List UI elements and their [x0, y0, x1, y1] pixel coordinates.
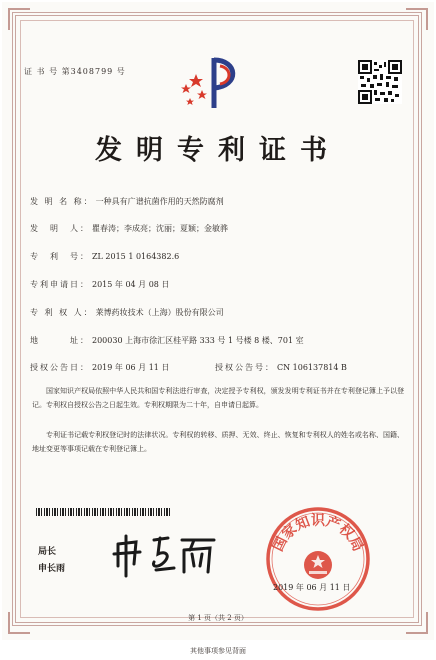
- patent-number-row: [30, 251, 179, 262]
- grant-date-value: 2019 年 06 月 11 日: [92, 363, 170, 372]
- grant-number-value: CN 106137814 B: [277, 363, 347, 372]
- inventor-value: 瞿春涛；李成亮；沈丽；夏颖；金敏骅: [92, 224, 228, 233]
- address-label: 地 址：: [30, 336, 90, 345]
- footer-note: 其他事项参见背面: [190, 647, 246, 655]
- invention-name-label: 发 明 名 称：: [30, 197, 94, 206]
- filing-date-value: 2015 年 04 月 08 日: [92, 280, 170, 289]
- corner-ornament: [8, 8, 30, 30]
- filing-date-row: [30, 279, 169, 290]
- director-title: 局长: [38, 547, 57, 557]
- seal-date: 2019 年 06 月 11 日: [273, 583, 351, 592]
- grant-number-label: 授权公告号：: [215, 363, 275, 372]
- record-paragraph: 专利证书记载专利权登记时的法律状况。专利权的转移、质押、无效、终止、恢复和专利权人的姓名或名称、国籍、地址变更等事项记载在专利登记簿上。: [32, 431, 404, 453]
- barcode-icon: [36, 508, 170, 516]
- official-seal-icon: [262, 503, 374, 615]
- grant-row: [30, 362, 410, 373]
- patentee-row: [30, 307, 224, 318]
- qr-code-icon: [358, 60, 402, 104]
- director-signature-icon: [110, 530, 220, 580]
- patent-number-value: ZL 2015 1 0164382.6: [92, 252, 180, 261]
- inventor-row: [30, 223, 228, 234]
- seal-text: 国家知识产权局: [270, 513, 366, 555]
- filing-date-label: 专利申请日：: [30, 280, 90, 289]
- grant-number-group: [215, 362, 347, 373]
- patentee-value: 莱博药妆技术（上海）股份有限公司: [95, 308, 224, 317]
- inventor-label: 发 明 人：: [30, 224, 90, 233]
- invention-name-row: [30, 196, 224, 207]
- page-indicator: 第 1 页（共 2 页）: [188, 614, 248, 622]
- svg-text:国家知识产权局: [269, 512, 366, 554]
- statement-paragraph: 国家知识产权局依照中华人民共和国专利法进行审查，决定授予专利权，颁发发明专利证书并在专利登记簿上予以登记。专利权自授权公告之日起生效。专利权期限为二十年，自申请日起算。: [32, 387, 404, 409]
- address-value: 200030 上海市徐汇区桂平路 333 号 1 号楼 8 楼、701 室: [92, 336, 304, 345]
- invention-name-value: 一种具有广谱抗菌作用的天然防腐剂: [95, 197, 224, 206]
- patent-number-label: 专 利 号：: [30, 252, 90, 261]
- cnipa-logo-icon: [176, 52, 246, 112]
- patentee-label: 专 利 权 人：: [30, 308, 94, 317]
- director-name: 申长雨: [38, 564, 66, 574]
- document-title: 发明专利证书: [95, 135, 341, 166]
- grant-date-label: 授权公告日：: [30, 363, 90, 372]
- certificate-number: 证 书 号 第3408799 号: [24, 67, 126, 76]
- address-row: [30, 335, 304, 346]
- corner-ornament: [406, 8, 428, 30]
